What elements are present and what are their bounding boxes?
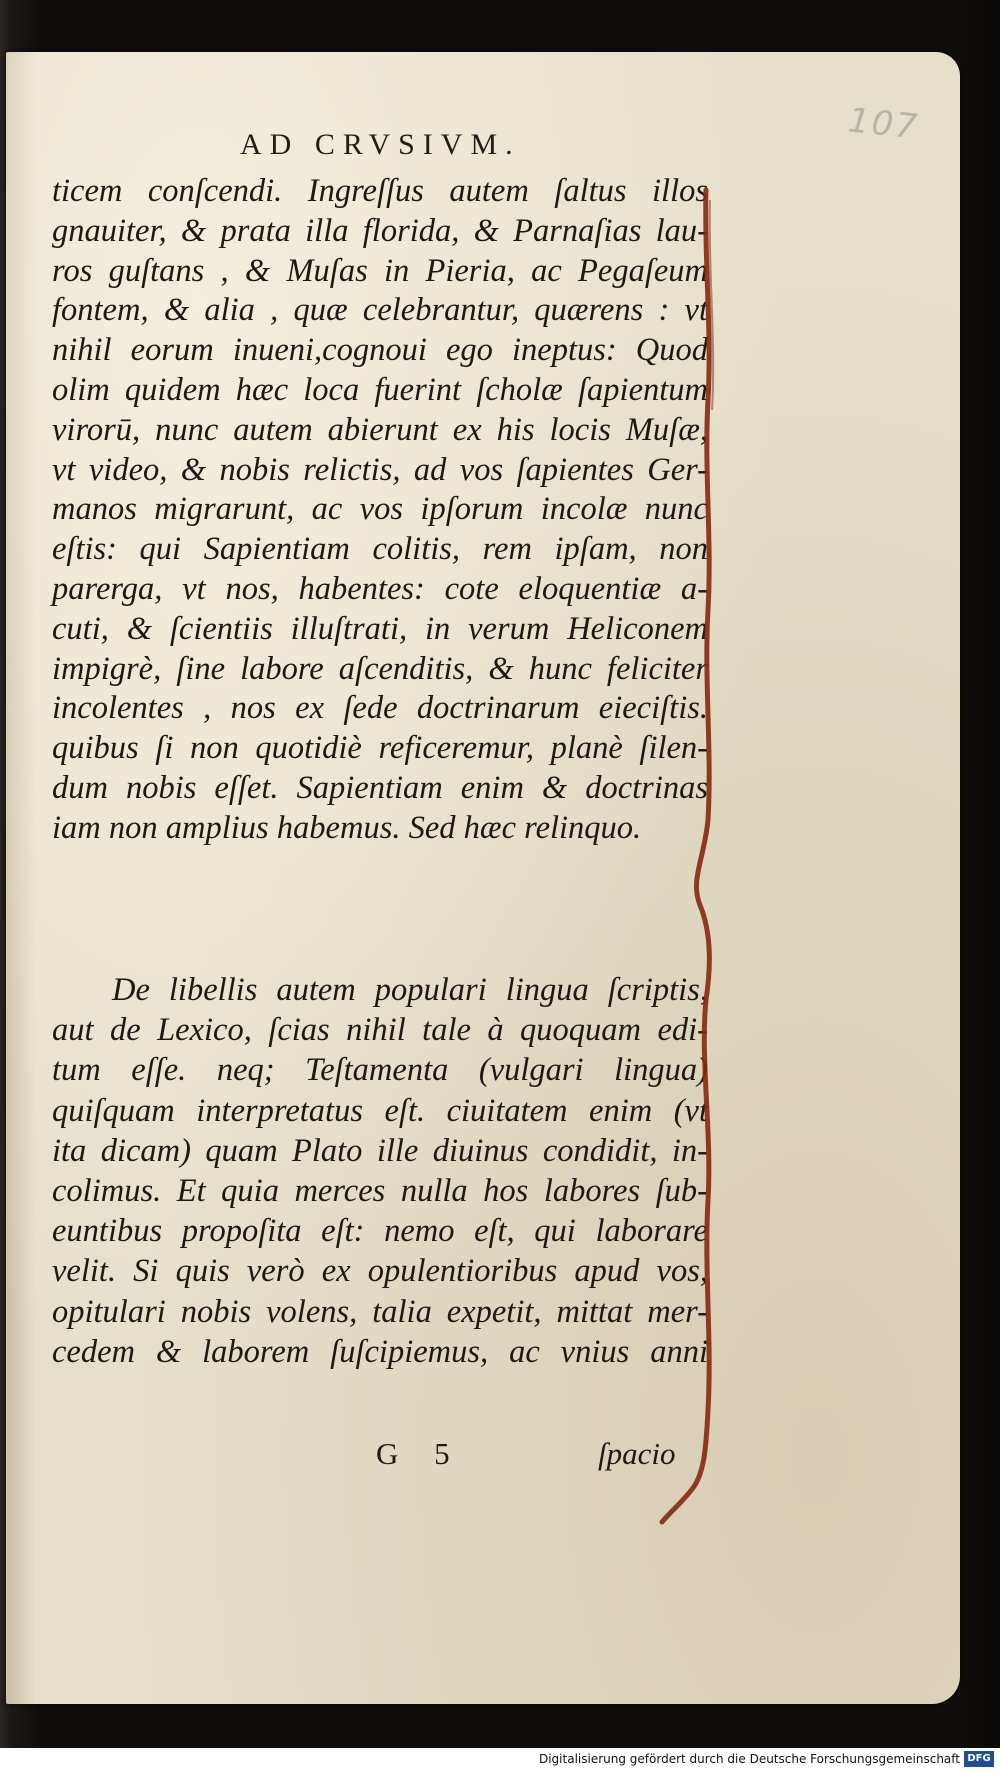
text-line: dum nobis eſſet. Sapientiam enim & doctrinas <box>52 769 708 806</box>
text-line: aut de Lexico, ſcias nihil tale à quoquam edi- <box>52 1012 708 1049</box>
dfg-logo: DFG <box>964 1751 994 1767</box>
text-line: incolentes , nos ex ſede doctrinarum eieciſtis. <box>52 690 708 727</box>
text-line: colimus. Et quia merces nulla hos labores ſub- <box>52 1173 708 1210</box>
text-line: vt video, & nobis relictis, ad vos ſapientes Ger- <box>52 451 708 488</box>
signature-mark: G 5 <box>376 1436 464 1471</box>
text-line: opitulari nobis volens, talia expetit, mittat mer- <box>52 1293 708 1330</box>
text-line: manos migrarunt, ac vos ipſorum incolæ nunc <box>52 491 708 528</box>
text-line: ticem conſcendi. Ingreſſus autem ſaltus illos <box>52 173 708 209</box>
text-line: cuti, & ſcientiis illuſtrati, in verum Heliconem <box>52 610 708 647</box>
text-line: virorū, nunc autem abierunt ex his locis Muſæ, <box>52 411 708 448</box>
text-line: impigrè, ſine labore aſcenditis, & hunc feliciter <box>52 650 708 687</box>
paragraph-1 <box>52 172 708 849</box>
text-line: ita dicam) quam Plato ille diuinus condidit, in- <box>52 1132 708 1169</box>
text-line: quibus ſi non quotidiè reficeremur, planè ſilen- <box>52 730 708 767</box>
text-line: De libellis autem populari lingua ſcriptis, <box>112 972 708 1008</box>
text-line: nihil eorum inueni,cognoui ego ineptus: Quod <box>52 332 708 369</box>
text-line: gnauiter, & prata illa florida, & Parnaſias lau- <box>52 212 708 249</box>
pencil-folio-note: 107 <box>846 100 921 148</box>
text-line: parerga, vt nos, habentes: cote eloquentiæ a- <box>52 570 708 607</box>
text-line: quiſquam interpretatus eſt. ciuitatem enim (vt <box>52 1092 708 1129</box>
text-line: ros guſtans , & Muſas in Pieria, ac Pegaſeum <box>52 252 708 289</box>
text-line: fontem, & alia , quæ celebrantur, quærens : vt <box>52 292 708 329</box>
text-line: iam non amplius habemus. Sed hæc relinquo. <box>52 809 642 846</box>
text-line: olim quidem hæc loca fuerint ſcholæ ſapientum <box>52 371 708 408</box>
digitization-credit: Digitalisierung gefördert durch die Deutsche Forschungsgemeinschaft <box>538 1752 960 1766</box>
catchword: ſpacio <box>598 1436 676 1471</box>
text-line: eſtis: qui Sapientiam colitis, rem ipſam, non <box>52 531 708 568</box>
text-line: velit. Si quis verò ex opulentioribus apud vos, <box>52 1253 708 1290</box>
text-line: euntibus propoſita eſt: nemo eſt, qui laborare <box>52 1213 708 1250</box>
paragraph-2 <box>52 970 708 1372</box>
text-line: tum eſſe. neq; Teſtamenta (vulgari lingua) <box>52 1052 708 1089</box>
text-line: cedem & laborem ſuſcipiemus, ac vnius anni <box>52 1333 708 1370</box>
running-head: AD CRVSIVM. <box>240 128 521 161</box>
